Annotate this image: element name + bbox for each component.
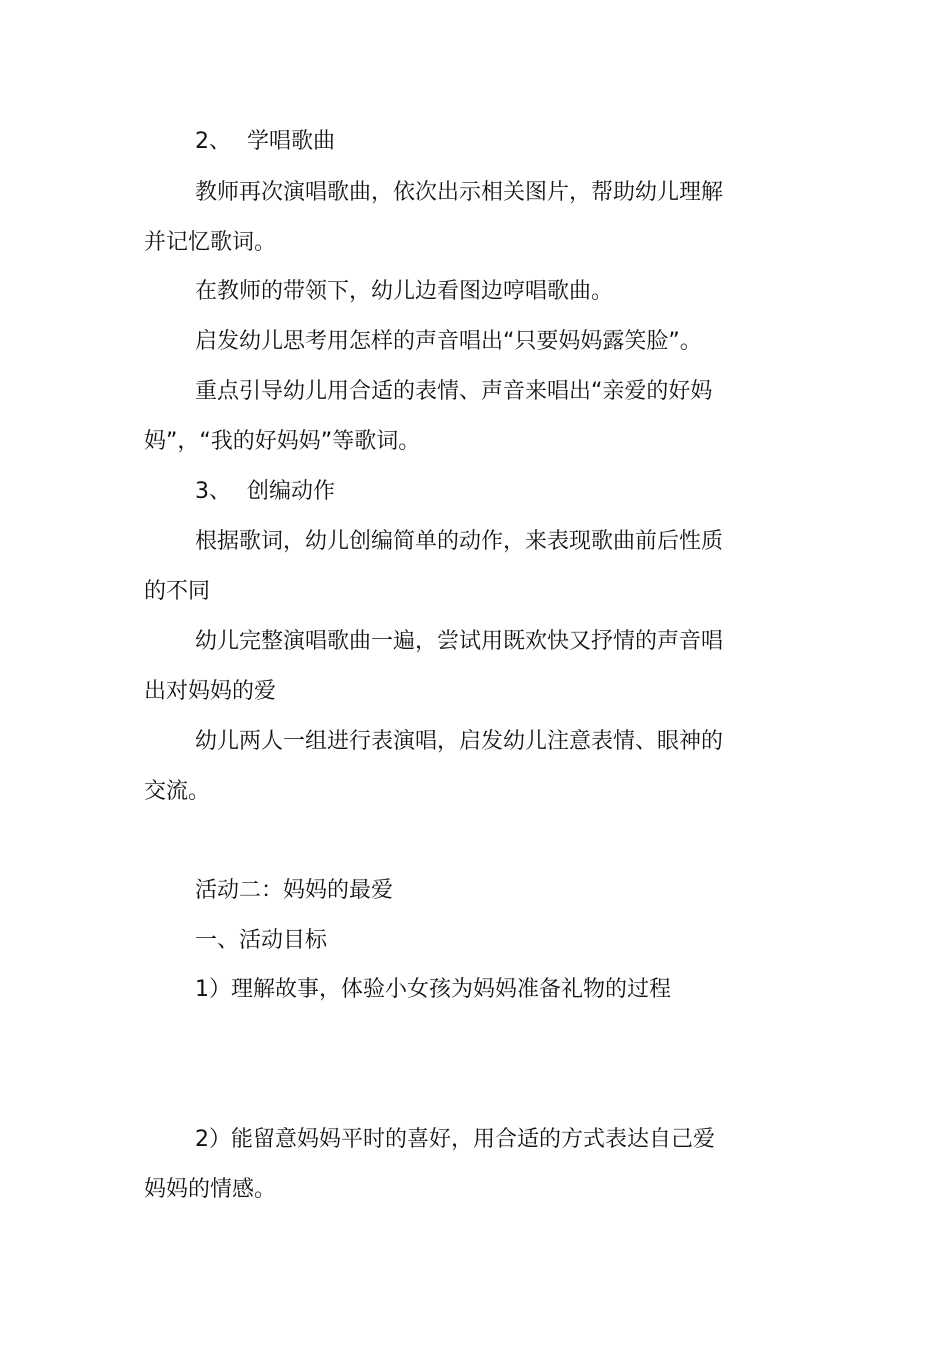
- goal-2-line-2: 妈妈的情感。: [144, 1177, 277, 1202]
- section-3-paragraph-3-line-1: 幼儿两人一组进行表演唱，启发幼儿注意表情、眼神的: [195, 729, 724, 754]
- section-2-paragraph-4-line-2: 妈”，“我的好妈妈”等歌词。: [144, 429, 421, 454]
- section-2-paragraph-2: 在教师的带领下，幼儿边看图边哼唱歌曲。: [195, 279, 614, 304]
- section-2-paragraph-1-line-2: 并记忆歌词。: [144, 230, 277, 255]
- section-2-paragraph-1-line-1: 教师再次演唱歌曲，依次出示相关图片，帮助幼儿理解: [195, 180, 724, 205]
- section-3-paragraph-2-line-1: 幼儿完整演唱歌曲一遍，尝试用既欢快又抒情的声音唱: [195, 629, 724, 654]
- section-3-number: 3、: [195, 479, 231, 504]
- section-2-number: 2、: [195, 129, 231, 154]
- section-3-paragraph-2-line-2: 出对妈妈的爱: [144, 679, 277, 704]
- goal-1: 1）理解故事，体验小女孩为妈妈准备礼物的过程: [195, 977, 671, 1002]
- section-2-title: 学唱歌曲: [247, 129, 336, 154]
- section-3-paragraph-3-line-2: 交流。: [144, 779, 211, 804]
- section-3-title: 创编动作: [247, 479, 336, 504]
- activity-goals-heading: 一、活动目标: [195, 928, 328, 953]
- section-3-paragraph-1-line-1: 根据歌词，幼儿创编简单的动作，来表现歌曲前后性质: [195, 529, 724, 554]
- goal-2-line-1: 2）能留意妈妈平时的喜好，用合适的方式表达自己爱: [195, 1127, 715, 1152]
- activity-2-title: 活动二：妈妈的最爱: [195, 878, 394, 903]
- section-2-paragraph-3: 启发幼儿思考用怎样的声音唱出“只要妈妈露笑脸”。: [195, 329, 702, 354]
- section-3-paragraph-1-line-2: 的不同: [144, 579, 211, 604]
- section-2-paragraph-4-line-1: 重点引导幼儿用合适的表情、声音来唱出“亲爱的好妈: [195, 379, 713, 404]
- section-3-heading: [195, 477, 335, 507]
- section-2-heading: [195, 127, 335, 157]
